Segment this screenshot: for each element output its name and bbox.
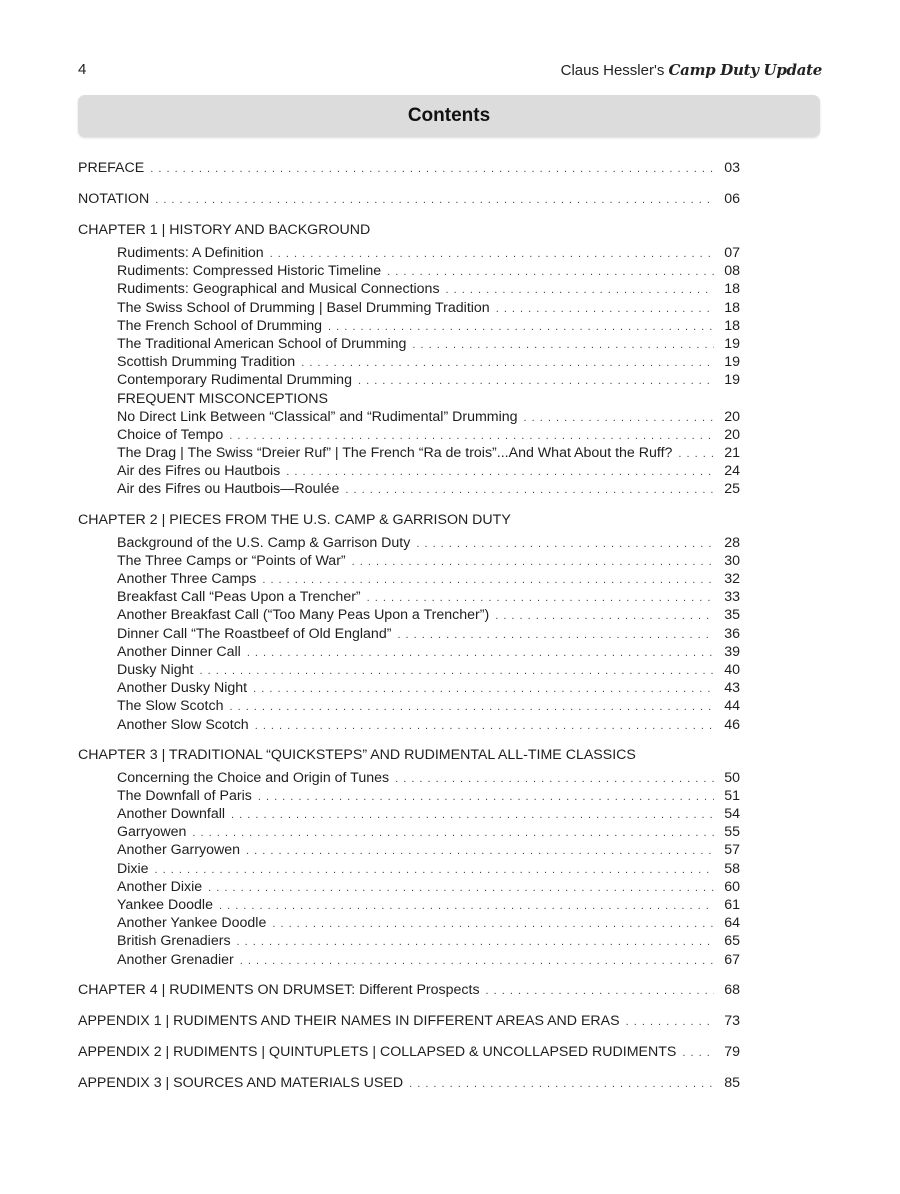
toc-entry[interactable]: [78, 371, 740, 389]
toc-entry-label: The Drag | The Swiss “Dreier Ruf” | The French “Ra de trois”...And What About the Ruff?: [117, 445, 673, 462]
toc-entry-label: APPENDIX 3 | SOURCES AND MATERIALS USED: [78, 1074, 404, 1091]
dot-leader: [395, 770, 714, 788]
dot-leader: [387, 263, 714, 281]
toc-entry[interactable]: [78, 661, 740, 679]
toc-entry-label: Dusky Night: [117, 661, 194, 678]
toc-entry[interactable]: [78, 878, 740, 896]
toc-entry[interactable]: [78, 951, 740, 969]
dot-leader: [199, 662, 714, 680]
toc-entry-notation[interactable]: [78, 189, 740, 209]
toc-entry-page: 51: [724, 787, 740, 804]
toc-entry[interactable]: [78, 444, 740, 462]
toc-entry-label: Contemporary Rudimental Drumming: [117, 372, 352, 389]
toc-entry[interactable]: [78, 570, 740, 588]
toc-entry[interactable]: [78, 823, 740, 841]
toc-entry-label: Rudiments: Compressed Historic Timeline: [117, 263, 382, 280]
toc-entry[interactable]: [78, 697, 740, 715]
toc-entry-label: Yankee Doodle: [117, 897, 213, 913]
toc-entry-page: 28: [724, 534, 740, 551]
toc-entry[interactable]: [78, 716, 740, 734]
toc-entry-page: 25: [724, 481, 740, 498]
toc-entry[interactable]: [78, 841, 740, 859]
chapter-heading[interactable]: CHAPTER 2 | PIECES FROM THE U.S. CAMP & GARRISON DUTY: [78, 511, 511, 528]
toc-entry-label: Dinner Call “The Roastbeef of Old England”: [117, 625, 392, 642]
toc-entry[interactable]: [78, 787, 740, 805]
toc-entry-page: 60: [724, 878, 740, 895]
dot-leader: [626, 1012, 714, 1032]
toc-entry-label: Concerning the Choice and Origin of Tunes: [117, 769, 390, 786]
toc-entry[interactable]: [78, 588, 740, 606]
dot-leader: [229, 698, 714, 716]
toc-entry-label: Another Downfall: [117, 806, 226, 823]
dot-leader: [272, 915, 714, 933]
toc-entry[interactable]: [78, 335, 740, 353]
toc-entry-page: 19: [724, 372, 740, 389]
dot-leader: [495, 607, 714, 625]
toc-entry-chapter4[interactable]: [78, 980, 740, 1000]
toc-entry-label: Another Dusky Night: [117, 680, 248, 697]
dot-leader: [524, 409, 714, 427]
dot-leader: [367, 589, 714, 607]
dot-leader: [416, 535, 714, 553]
dot-leader: [258, 788, 714, 806]
toc-entry-label: The Three Camps or “Points of War”: [117, 552, 346, 569]
toc-entry-page: 36: [724, 625, 740, 642]
toc-entry-page: 33: [724, 589, 740, 606]
toc-entry-appendix1[interactable]: [78, 1011, 740, 1031]
toc-entry-page: 07: [724, 245, 740, 261]
toc-entry-label: The Traditional American School of Drumming: [117, 335, 407, 352]
toc-entry-label: APPENDIX 1 | RUDIMENTS AND THEIR NAMES IN DIFFERENT AREAS AND ERAS: [78, 1012, 620, 1029]
toc-entry[interactable]: [78, 625, 740, 643]
toc-entry-page: 54: [724, 806, 740, 823]
chapter1-entries: [78, 244, 740, 499]
toc-entry-page: 06: [724, 191, 740, 207]
toc-entry-label: Another Dinner Call: [117, 643, 241, 660]
toc-entry[interactable]: [78, 643, 740, 661]
dot-leader: [397, 626, 714, 644]
dot-leader: [409, 1074, 714, 1094]
toc-entry-page: 85: [724, 1074, 740, 1091]
toc-entry-page: 18: [724, 281, 740, 298]
toc-entry-label: The Swiss School of Drumming | Basel Drumming Tradition: [117, 299, 490, 316]
toc-entry-page: 24: [724, 463, 740, 480]
dot-leader: [352, 553, 714, 571]
contents-banner: [78, 95, 820, 137]
toc-entry-page: 19: [724, 335, 740, 352]
toc-entry-label: The Slow Scotch: [117, 698, 224, 715]
toc-entry-label: Breakfast Call “Peas Upon a Trencher”: [117, 589, 361, 606]
toc-entry-page: 68: [724, 981, 740, 998]
toc-entry-label: Another Breakfast Call (“Too Many Peas Upon a Trencher”): [117, 607, 490, 624]
book-title: Camp Duty Update: [668, 61, 822, 79]
toc-entry-page: 65: [724, 933, 740, 950]
toc-entry[interactable]: [78, 896, 740, 914]
toc-entry-page: 73: [724, 1012, 740, 1029]
toc-entry-label: Choice of Tempo: [117, 426, 224, 443]
toc-entry-label: Another Grenadier: [117, 951, 234, 968]
toc-entry-label: Rudiments: A Definition: [117, 245, 264, 261]
chapter-heading[interactable]: CHAPTER 1 | HISTORY AND BACKGROUND: [78, 222, 371, 238]
dot-leader: [682, 1043, 714, 1063]
toc-entry-label: Another Yankee Doodle: [117, 915, 267, 932]
dot-leader: [328, 318, 714, 336]
dot-leader: [678, 445, 714, 463]
toc-entry[interactable]: [78, 480, 740, 498]
toc-entry-label: The French School of Drumming: [117, 317, 323, 334]
toc-entry[interactable]: [78, 408, 740, 426]
dot-leader: [192, 824, 714, 842]
dot-leader: [219, 897, 714, 915]
toc-entry-label: CHAPTER 4 | RUDIMENTS ON DRUMSET: Different Prospects: [78, 981, 480, 998]
table-of-contents: [78, 158, 740, 1093]
toc-entry[interactable]: [78, 262, 740, 280]
toc-entry-page: 35: [724, 607, 740, 624]
toc-entry-label: Rudiments: Geographical and Musical Connections: [117, 281, 440, 298]
toc-entry-page: 43: [724, 680, 740, 697]
toc-entry-page: 40: [724, 661, 740, 678]
toc-entry-page: 19: [724, 354, 740, 371]
dot-leader: [486, 981, 714, 1001]
toc-entry-label: Background of the U.S. Camp & Garrison Duty: [117, 534, 411, 551]
toc-entry[interactable]: [78, 280, 740, 298]
toc-entry-label: Another Dixie: [117, 878, 203, 895]
section-subheading: FREQUENT MISCONCEPTIONS: [117, 390, 328, 407]
dot-leader: [240, 952, 714, 970]
toc-entry-page: 20: [724, 426, 740, 443]
toc-entry[interactable]: [78, 805, 740, 823]
dot-leader: [358, 372, 714, 390]
toc-entry[interactable]: [78, 426, 740, 444]
toc-entry[interactable]: [78, 679, 740, 697]
toc-entry-label: Scottish Drumming Tradition: [117, 354, 296, 371]
toc-entry-label: APPENDIX 2 | RUDIMENTS | QUINTUPLETS | COLLAPSED & UNCOLLAPSED RUDIMENTS: [78, 1043, 677, 1060]
toc-entry-label: Garryowen: [117, 824, 187, 841]
toc-entry-page: 61: [724, 897, 740, 913]
dot-leader: [253, 680, 714, 698]
toc-entry-page: 39: [724, 643, 740, 660]
dot-leader: [237, 933, 714, 951]
toc-entry-label: Dixie: [117, 860, 149, 877]
toc-entry-page: 50: [724, 769, 740, 786]
toc-entry[interactable]: [78, 769, 740, 787]
toc-entry-page: 21: [724, 445, 740, 462]
toc-entry[interactable]: [78, 462, 740, 480]
toc-entry-label: Another Three Camps: [117, 571, 257, 587]
dot-leader: [208, 879, 714, 897]
toc-entry-page: 03: [724, 160, 740, 176]
toc-entry-label: The Downfall of Paris: [117, 787, 252, 804]
toc-entry-page: 08: [724, 263, 740, 280]
dot-leader: [286, 463, 714, 481]
author-name: Claus Hessler's: [560, 62, 665, 79]
dot-leader: [155, 861, 714, 879]
toc-entry-page: 79: [724, 1043, 740, 1060]
chapter2-entries: [78, 534, 740, 734]
toc-entry[interactable]: [78, 353, 740, 371]
dot-leader: [246, 842, 714, 860]
toc-entry-page: 44: [724, 698, 740, 715]
dot-leader: [446, 281, 714, 299]
dot-leader: [412, 336, 714, 354]
toc-entry-appendix3[interactable]: [78, 1073, 740, 1093]
toc-entry-page: 18: [724, 317, 740, 334]
dot-leader: [496, 300, 714, 318]
toc-entry-page: 58: [724, 860, 740, 877]
toc-entry[interactable]: [78, 552, 740, 570]
dot-leader: [255, 717, 714, 735]
toc-entry-page: 64: [724, 915, 740, 932]
toc-entry-page: 67: [724, 951, 740, 968]
dot-leader: [231, 806, 714, 824]
dot-leader: [155, 190, 714, 210]
toc-entry[interactable]: [78, 860, 740, 878]
toc-entry[interactable]: [78, 299, 740, 317]
toc-entry[interactable]: [78, 914, 740, 932]
dot-leader: [301, 354, 714, 372]
toc-entry-label: NOTATION: [78, 191, 150, 207]
contents-title: Contents: [407, 105, 491, 126]
toc-entry-page: 46: [724, 716, 740, 733]
toc-entry-label: PREFACE: [78, 160, 145, 176]
toc-entry[interactable]: [78, 606, 740, 624]
toc-entry[interactable]: [78, 244, 740, 262]
chapter3-entries: [78, 769, 740, 969]
running-head: [561, 61, 822, 79]
toc-entry-page: 55: [724, 824, 740, 841]
toc-entry-label: Another Garryowen: [117, 842, 241, 859]
toc-entry-appendix2[interactable]: [78, 1042, 740, 1062]
dot-leader: [270, 245, 714, 263]
toc-entry-preface[interactable]: [78, 158, 740, 178]
toc-entry-page: 18: [724, 299, 740, 316]
toc-entry-page: 57: [724, 842, 740, 859]
dot-leader: [247, 644, 714, 662]
page-number: 4: [78, 61, 87, 78]
toc-entry-page: 30: [724, 552, 740, 569]
toc-entry-label: No Direct Link Between “Classical” and “Rudimental” Drumming: [117, 408, 518, 425]
toc-entry-label: Air des Fifres ou Hautbois: [117, 463, 281, 480]
dot-leader: [262, 571, 714, 589]
toc-entry-label: Air des Fifres ou Hautbois—Roulée: [117, 481, 340, 498]
toc-entry-page: 32: [724, 571, 740, 587]
toc-entry[interactable]: [78, 534, 740, 552]
toc-entry[interactable]: [78, 932, 740, 950]
toc-entry-page: 20: [724, 408, 740, 425]
toc-entry[interactable]: [78, 317, 740, 335]
toc-entry-label: British Grenadiers: [117, 933, 231, 950]
toc-entry-label: Another Slow Scotch: [117, 716, 249, 733]
dot-leader: [150, 159, 714, 179]
dot-leader: [229, 427, 714, 445]
dot-leader: [345, 481, 714, 499]
chapter-heading[interactable]: CHAPTER 3 | TRADITIONAL “QUICKSTEPS” AND RUDIMENTAL ALL-TIME CLASSICS: [78, 746, 636, 763]
